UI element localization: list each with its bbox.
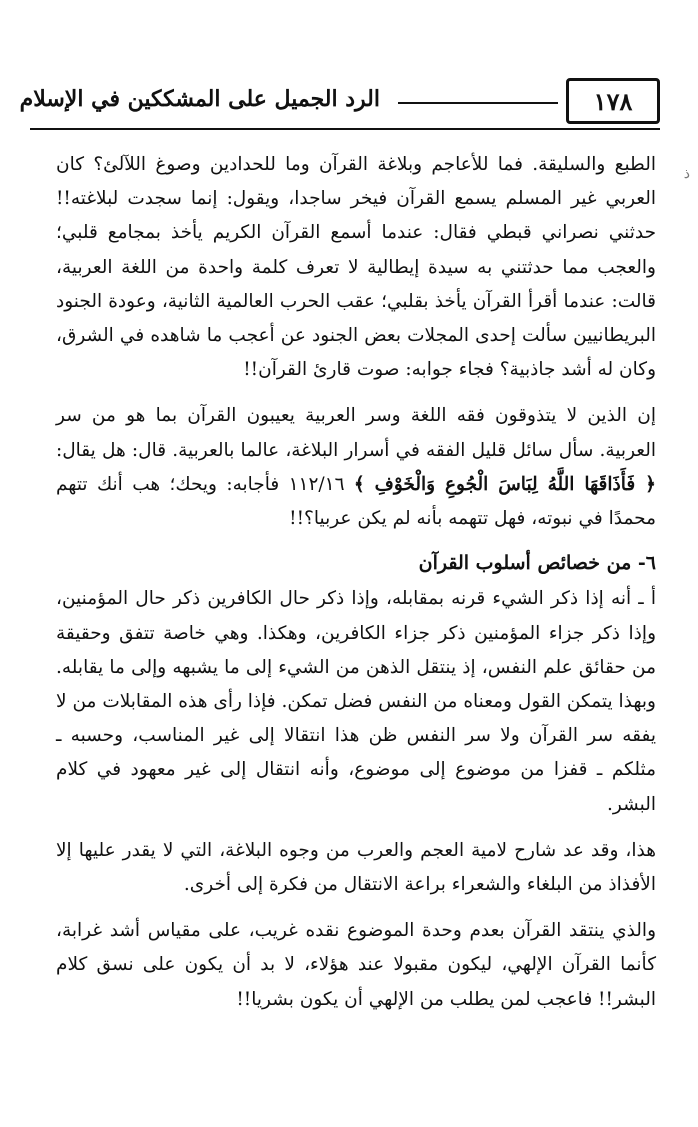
section-paragraph-3: والذي ينتقد القرآن بعدم وحدة الموضوع نقده غريب، على مقياس أشد غرابة، كأنما القرآن الإلهي، ليكون مقبولا عند هؤلاء، لا بد أن يكون على نسق كلام البشر!! فاعجب لمن يطلب من الإلهي أن يكون بشريا!! <box>56 920 656 1010</box>
margin-mark: ذ <box>683 166 690 182</box>
page-body <box>56 148 656 1017</box>
section-paragraph-1: أ ـ أنه إذا ذكر الشيء قرنه بمقابله، وإذا ذكر حال الكافرين ذكر حال المؤمنين، وإذا ذكر جزاء المؤمنين ذكر جزاء الكافرين، وهكذا. وهي خاصة تتفق وحقيقة من حقائق علم النفس، إذ ينتقل الذهن من الشيء إلى ما يشبهه وإلى ما يقابله. وبهذا يتمكن القول ومعناه من النفس فضل تمكن. فإذا رأى هذه المقابلات من لا يفقه سر القرآن ولا سر النفس ظن هذا انتقالا إلى غير المناسب، وحسبه ـ مثلكم ـ قفزا من موضوع إلى موضوع، وأنه انتقال إلى غير معهود في كلام البشر. <box>56 588 656 815</box>
paragraph-1: الطبع والسليقة. فما للأعاجم وبلاغة القرآن وما للحدادين وصوغ اللآلئ؟ كان العربي غير المسلم يسمع القرآن فيخر ساجدا، ويقول: إنما سجدت لبلاغته!! حدثني نصراني قبطي فقال: عندما أسمع القرآن الكريم يأخذ بمجامع قلبي؛ والعجب مما حدثتني به سيدة إيطالية لا تعرف كلمة واحدة من اللغة العربية، قالت: عندما أقرأ القرآن يأخذ بقلبي؛ عقب الحرب العالمية الثانية، وعودة الجنود البريطانيين سألت إحدى المجلات بعض الجنود عن أعجب ما شاهده في الشرق، وكان له أشد جاذبية؟ فجاء جوابه: صوت قارئ القرآن!! <box>56 154 656 381</box>
quran-quote: ﴿ فَأَذَاقَهَا اللَّهُ لِبَاسَ الْجُوعِ وَالْخَوْفِ ﴾ <box>353 473 656 495</box>
header-underline <box>30 128 660 130</box>
running-title: الرد الجميل على المشككين في الإسلام <box>19 86 380 112</box>
quran-reference: ١١٢/١٦ فأجابه: ويحك؛ هب أنك تتهم محمدًا في نبوته، فهل تتهمه بأنه لم يكن عربيا؟!! <box>56 473 656 530</box>
paragraph-2-text: إن الذين لا يتذوقون فقه اللغة وسر العربية يعيبون القرآن بما هو من سر العربية. سأل سائل قليل الفقه في أسرار البلاغة، عالما بالعربية. قال: هل يقال: <box>56 405 656 461</box>
section-paragraph-2: هذا، وقد عد شارح لامية العجم والعرب من وجوه البلاغة، التي لا يقدر عليها إلا الأفذاذ من البلغاء والشعراء براعة الانتقال من فكرة إلى أخرى. <box>56 839 656 896</box>
section-heading: ٦- من خصائص أسلوب القرآن <box>418 552 656 575</box>
paragraph-2 <box>56 399 656 536</box>
page-number: ١٧٨ <box>566 78 660 124</box>
page-header <box>19 78 660 130</box>
header-rule <box>398 102 558 104</box>
